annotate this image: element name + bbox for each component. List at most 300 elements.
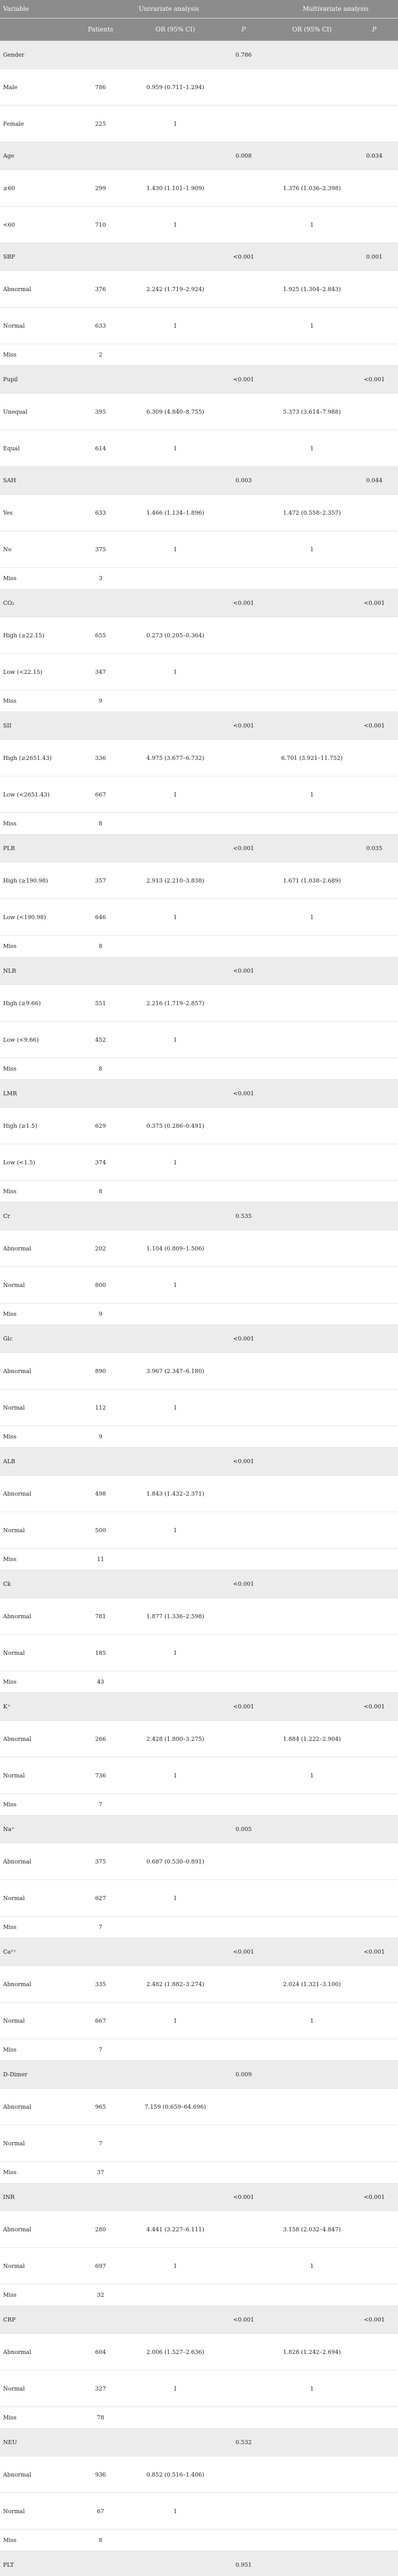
cell-or-multivariate (273, 1938, 351, 1965)
variable-row (0, 467, 398, 495)
cell-patients (64, 2306, 137, 2333)
cell-p-multivariate: 0.044 (366, 477, 383, 484)
cell-variable: Miss (3, 1188, 17, 1195)
table-row (0, 740, 398, 776)
table-row (0, 1181, 398, 1202)
cell-patients: 335 (95, 1980, 106, 1988)
cell-or-multivariate: 5.373 (3.614–7.988) (283, 408, 341, 415)
cell-or-multivariate (273, 1080, 351, 1107)
cell-p-multivariate (351, 1635, 398, 1671)
cell-p-univariate: 0.535 (235, 1213, 252, 1219)
table-row (0, 1671, 398, 1693)
cell-or-univariate: 1 (173, 1404, 177, 1411)
cell-patients (64, 1202, 137, 1230)
cell-or-univariate (137, 936, 214, 957)
cell-p-multivariate (351, 271, 398, 307)
cell-or-multivariate (273, 2551, 351, 2576)
cell-patients: 500 (95, 1527, 106, 1534)
cell-p-univariate (214, 495, 273, 531)
cell-patients (64, 957, 137, 985)
cell-p-multivariate (351, 2429, 398, 2456)
table-row (0, 2248, 398, 2284)
cell-patients: 633 (95, 509, 106, 516)
cell-or-multivariate: 1.884 (1.222–2.904) (283, 1735, 341, 1742)
cell-variable: Miss (3, 1065, 17, 1072)
cell-or-univariate (137, 1080, 214, 1107)
cell-or-univariate (137, 2530, 214, 2551)
cell-p-univariate (214, 654, 273, 690)
cell-patients: 299 (95, 184, 106, 192)
cell-patients: 629 (95, 1122, 106, 1129)
table-row (0, 2456, 398, 2493)
cell-or-univariate (137, 835, 214, 862)
cell-or-multivariate (273, 1389, 351, 1426)
cell-p-univariate (214, 617, 273, 653)
cell-variable: Male (3, 83, 18, 91)
cell-patients (64, 1938, 137, 1965)
cell-p-univariate: 0.951 (235, 2562, 252, 2568)
cell-or-univariate (137, 957, 214, 985)
cell-or-multivariate (273, 142, 351, 170)
variable-row (0, 243, 398, 271)
header-row-groups (0, 0, 398, 19)
cell-variable: Na⁺ (3, 1826, 14, 1833)
cell-p-multivariate (351, 2003, 398, 2039)
table-row (0, 394, 398, 430)
header-patients: Patients (88, 26, 113, 33)
cell-variable: ≥60 (3, 184, 15, 192)
cell-variable: Age (3, 152, 14, 159)
cell-or-univariate (137, 2407, 214, 2428)
cell-or-univariate: 2.216 (1.719–2.857) (146, 999, 205, 1007)
table-row (0, 1512, 398, 1549)
cell-variable: High (≥2651.43) (3, 754, 52, 761)
cell-variable: Ca²⁺ (3, 1948, 16, 1955)
cell-or-multivariate (273, 1108, 351, 1144)
table-row (0, 2003, 398, 2039)
cell-p-multivariate (351, 740, 398, 776)
cell-variable: Yes (3, 509, 13, 516)
cell-or-multivariate (273, 568, 351, 589)
header-or-ci-multivariate: OR (95% CI) (292, 26, 332, 33)
cell-or-univariate: 1 (173, 1894, 177, 1902)
cell-or-univariate (137, 2039, 214, 2060)
table-row (0, 2162, 398, 2183)
cell-patients: 375 (95, 546, 106, 553)
cell-p-univariate: <0.001 (233, 600, 254, 606)
cell-or-univariate (137, 813, 214, 834)
cell-p-univariate (214, 2284, 273, 2306)
header-row-columns (0, 19, 398, 41)
cell-p-multivariate (351, 2039, 398, 2060)
cell-p-univariate: <0.001 (233, 722, 254, 729)
cell-p-univariate (214, 1880, 273, 1916)
cell-or-univariate: 0.375 (0.286–0.491) (146, 1122, 205, 1129)
cell-or-multivariate (273, 2530, 351, 2551)
cell-variable: <60 (3, 221, 15, 228)
cell-patients (64, 835, 137, 862)
cell-patients: 78 (97, 2414, 104, 2421)
cell-patients: 7 (98, 1801, 103, 1808)
cell-or-univariate: 1 (173, 1527, 177, 1534)
cell-or-univariate (137, 1303, 214, 1325)
cell-or-multivariate (273, 835, 351, 862)
cell-p-multivariate (351, 106, 398, 142)
cell-or-univariate: 2.482 (1.882–3.274) (146, 1980, 205, 1988)
cell-p-multivariate (351, 1144, 398, 1180)
table-row (0, 1303, 398, 1325)
cell-p-multivariate (351, 2061, 398, 2088)
cell-variable: Abnormal (3, 2471, 31, 2478)
cell-variable: INR (3, 2194, 15, 2200)
cell-p-univariate (214, 2162, 273, 2183)
variable-row (0, 957, 398, 985)
cell-p-multivariate (351, 1303, 398, 1325)
cell-or-multivariate (273, 69, 351, 105)
cell-p-univariate (214, 1144, 273, 1180)
cell-or-multivariate (273, 467, 351, 494)
cell-or-univariate (137, 1058, 214, 1079)
cell-p-multivariate (351, 1671, 398, 1692)
variable-row (0, 1816, 398, 1843)
cell-or-multivariate: 1.828 (1.242–2.694) (283, 2348, 341, 2355)
cell-p-multivariate (351, 1476, 398, 1512)
cell-variable: Miss (3, 2046, 17, 2053)
cell-patients: 11 (97, 1556, 104, 1563)
cell-or-univariate (137, 2429, 214, 2456)
cell-or-multivariate (273, 654, 351, 690)
cell-or-univariate: 4.975 (3.677–6.732) (146, 754, 205, 761)
cell-p-multivariate: <0.001 (363, 1948, 385, 1955)
cell-p-multivariate (351, 2370, 398, 2406)
cell-patients: 376 (95, 285, 106, 293)
table-row (0, 1022, 398, 1058)
cell-p-univariate (214, 1671, 273, 1692)
cell-or-multivariate (273, 1181, 351, 1202)
cell-variable: Abnormal (3, 1367, 31, 1375)
cell-or-multivariate (273, 1202, 351, 1230)
cell-patients: 8 (98, 2537, 103, 2544)
cell-or-multivariate (273, 1022, 351, 1058)
cell-patients: 710 (95, 221, 106, 228)
cell-or-univariate (137, 344, 214, 365)
cell-or-univariate: 1 (173, 1772, 177, 1779)
cell-or-multivariate (273, 2183, 351, 2211)
cell-or-univariate (137, 1693, 214, 1720)
cell-p-univariate (214, 1549, 273, 1570)
cell-or-multivariate: 1 (310, 2017, 314, 2024)
cell-variable: K⁺ (3, 1703, 11, 1710)
cell-p-multivariate (351, 394, 398, 430)
table-row (0, 495, 398, 531)
cell-or-multivariate (273, 2284, 351, 2306)
cell-p-multivariate (351, 1917, 398, 1938)
cell-p-multivariate: <0.001 (363, 600, 385, 606)
cell-patients (64, 1693, 137, 1720)
cell-variable: Normal (3, 2385, 25, 2392)
cell-patients: 633 (95, 322, 106, 329)
cell-patients: 936 (95, 2471, 106, 2478)
cell-or-multivariate (273, 1303, 351, 1325)
table-row (0, 813, 398, 835)
table-row (0, 2125, 398, 2162)
cell-patients: 112 (95, 1404, 106, 1411)
cell-or-univariate: 1.430 (1.101–1.909) (146, 184, 205, 192)
cell-or-univariate: 1 (173, 1649, 177, 1656)
cell-variable: Low (<22.15) (3, 668, 43, 675)
cell-p-multivariate (351, 1880, 398, 1916)
cell-variable: Gender (3, 52, 25, 58)
cell-patients: 327 (95, 2385, 106, 2392)
table-row (0, 1966, 398, 2003)
variable-row (0, 2429, 398, 2456)
cell-patients: 185 (95, 1649, 106, 1656)
cell-p-univariate (214, 1843, 273, 1879)
cell-p-univariate (214, 69, 273, 105)
cell-p-univariate (214, 170, 273, 206)
cell-p-univariate: 0.532 (235, 2439, 252, 2446)
cell-p-multivariate (351, 1389, 398, 1426)
cell-patients: 347 (95, 668, 106, 675)
cell-p-multivariate (351, 1966, 398, 2002)
cell-p-univariate: <0.001 (233, 2316, 254, 2323)
cell-variable: Abnormal (3, 285, 31, 293)
cell-or-multivariate: 1 (310, 546, 314, 553)
cell-or-multivariate (273, 2493, 351, 2529)
cell-p-univariate (214, 899, 273, 935)
cell-or-univariate: 1 (173, 221, 177, 228)
table-row (0, 2493, 398, 2530)
cell-patients (64, 142, 137, 170)
cell-p-multivariate (351, 2334, 398, 2370)
cell-variable: Unequal (3, 408, 28, 415)
cell-or-univariate (137, 2125, 214, 2161)
cell-p-univariate (214, 1389, 273, 1426)
cell-variable: PLT (3, 2562, 14, 2568)
cell-or-multivariate (273, 1476, 351, 1512)
variable-row (0, 1938, 398, 1966)
cell-p-multivariate (351, 2530, 398, 2551)
cell-p-univariate (214, 1794, 273, 1815)
cell-p-multivariate (351, 985, 398, 1021)
variable-row (0, 366, 398, 394)
cell-or-multivariate (273, 41, 351, 69)
cell-p-univariate (214, 2089, 273, 2125)
cell-or-univariate: 0.687 (0.530–0.891) (146, 1858, 205, 1865)
cell-p-univariate (214, 308, 273, 344)
cell-or-univariate: 0.852 (0.516–1.406) (146, 2471, 205, 2478)
table-row (0, 862, 398, 899)
cell-or-univariate (137, 2284, 214, 2306)
cell-patients: 697 (95, 2262, 106, 2269)
cell-or-univariate (137, 243, 214, 270)
cell-patients (64, 2061, 137, 2088)
cell-p-multivariate: <0.001 (363, 2316, 385, 2323)
cell-or-multivariate: 1.925 (1.304–2.843) (283, 285, 341, 293)
cell-p-multivariate (351, 2089, 398, 2125)
cell-p-univariate (214, 2493, 273, 2529)
cell-p-univariate (214, 1966, 273, 2002)
cell-patients: 202 (95, 1245, 106, 1252)
cell-variable: Abnormal (3, 1980, 31, 1988)
cell-or-multivariate (273, 1598, 351, 1634)
table-row (0, 430, 398, 467)
cell-variable: Glc (3, 1335, 13, 1342)
cell-p-univariate (214, 1635, 273, 1671)
cell-p-multivariate (351, 690, 398, 711)
cell-patients: 280 (95, 2226, 106, 2233)
cell-or-multivariate (273, 2061, 351, 2088)
cell-variable: Abnormal (3, 2348, 31, 2355)
cell-or-univariate (137, 1816, 214, 1843)
cell-or-univariate: 0.959 (0.711–1.294) (146, 83, 205, 91)
cell-or-multivariate (273, 589, 351, 617)
variable-row (0, 1570, 398, 1598)
cell-or-multivariate (273, 1058, 351, 1079)
cell-or-univariate: 2.006 (1.527–2.636) (146, 2348, 205, 2355)
cell-variable: Abnormal (3, 1245, 31, 1252)
cell-p-univariate: 0.786 (235, 52, 252, 58)
cell-or-univariate (137, 1570, 214, 1598)
cell-or-univariate: 1 (173, 2507, 177, 2515)
cell-or-multivariate (273, 366, 351, 393)
cell-patients (64, 467, 137, 494)
cell-variable: SII (3, 722, 12, 729)
cell-p-multivariate (351, 813, 398, 834)
cell-or-multivariate: 1 (310, 2262, 314, 2269)
cell-or-univariate (137, 589, 214, 617)
table-row (0, 1721, 398, 1757)
cell-patients: 8 (98, 943, 103, 950)
cell-variable: D-Dimer (3, 2071, 28, 2078)
table-row (0, 1353, 398, 1389)
cell-p-univariate (214, 1512, 273, 1548)
cell-patients: 800 (95, 1281, 106, 1289)
variable-row (0, 835, 398, 862)
cell-p-multivariate (351, 69, 398, 105)
cell-or-univariate: 1 (173, 1281, 177, 1289)
cell-or-univariate (137, 1549, 214, 1570)
cell-or-univariate (137, 568, 214, 589)
cell-patients: 37 (97, 2169, 104, 2176)
cell-p-univariate (214, 862, 273, 899)
cell-or-univariate (137, 1938, 214, 1965)
cell-or-univariate: 7.159 (0.659–64.696) (144, 2103, 206, 2110)
cell-p-univariate (214, 1598, 273, 1634)
cell-p-multivariate (351, 1181, 398, 1202)
cell-p-univariate: <0.001 (233, 376, 254, 383)
cell-variable: NEU (3, 2439, 17, 2446)
cell-or-multivariate (273, 1144, 351, 1180)
cell-p-univariate (214, 1757, 273, 1793)
cell-p-multivariate (351, 776, 398, 812)
cell-p-multivariate (351, 2407, 398, 2428)
table-row (0, 1843, 398, 1880)
variable-row (0, 2551, 398, 2576)
cell-p-univariate: 0.005 (235, 1826, 252, 1833)
table-row (0, 2284, 398, 2306)
cell-variable: Normal (3, 1527, 25, 1534)
cell-variable: Miss (3, 1924, 17, 1930)
table-row (0, 1230, 398, 1267)
cell-patients: 7 (98, 2140, 103, 2147)
cell-p-univariate (214, 568, 273, 589)
cell-p-univariate: <0.001 (233, 253, 254, 260)
cell-or-multivariate (273, 2089, 351, 2125)
cell-patients (64, 712, 137, 739)
cell-patients: 375 (95, 1858, 106, 1865)
cell-variable: Miss (3, 2292, 17, 2298)
cell-or-multivariate (273, 243, 351, 270)
cell-or-univariate: 1 (173, 1159, 177, 1166)
cell-p-univariate: 0.008 (235, 152, 252, 159)
table-row (0, 2089, 398, 2125)
cell-or-multivariate (273, 1325, 351, 1352)
cell-or-univariate: 1 (173, 791, 177, 798)
cell-variable: Pupil (3, 376, 18, 383)
variable-row (0, 712, 398, 740)
cell-p-univariate (214, 2530, 273, 2551)
cell-variable: Miss (3, 698, 17, 704)
cell-or-multivariate: 1 (310, 221, 314, 228)
table-row (0, 776, 398, 813)
cell-p-multivariate (351, 531, 398, 567)
cell-p-univariate (214, 690, 273, 711)
cell-variable: Miss (3, 351, 17, 358)
cell-or-multivariate (273, 1671, 351, 1692)
cell-p-univariate: <0.001 (233, 845, 254, 852)
cell-patients: 8 (98, 820, 103, 827)
cell-variable: Cr (3, 1213, 10, 1219)
table-row (0, 531, 398, 568)
cell-or-univariate (137, 712, 214, 739)
cell-variable: SAH (3, 477, 16, 484)
cell-p-univariate: 0.009 (235, 2071, 252, 2078)
cell-variable: Normal (3, 1894, 25, 1902)
cell-patients: 781 (95, 1613, 106, 1620)
table-row (0, 207, 398, 243)
cell-variable: Miss (3, 2169, 17, 2176)
cell-variable: CO₂ (3, 600, 14, 606)
cell-p-multivariate (351, 899, 398, 935)
cell-p-multivariate: 0.001 (366, 253, 383, 260)
cell-or-multivariate (273, 1635, 351, 1671)
cell-patients: 736 (95, 1772, 106, 1779)
cell-p-multivariate (351, 1794, 398, 1815)
cell-variable: Miss (3, 2537, 17, 2544)
cell-or-multivariate (273, 1570, 351, 1598)
cell-or-multivariate (273, 1693, 351, 1720)
cell-variable: Low (<2651.43) (3, 791, 50, 798)
cell-p-multivariate: 0.034 (366, 152, 383, 159)
cell-variable: Abnormal (3, 2226, 31, 2233)
cell-patients: 667 (95, 2017, 106, 2024)
cell-p-multivariate: <0.001 (363, 376, 385, 383)
cell-p-univariate (214, 106, 273, 142)
table-row (0, 308, 398, 344)
cell-patients: 43 (97, 1679, 104, 1685)
cell-variable: NLR (3, 968, 16, 974)
cell-or-univariate (137, 2162, 214, 2183)
cell-variable: Miss (3, 1433, 17, 1440)
cell-variable: Abnormal (3, 1858, 31, 1865)
cell-p-multivariate (351, 2493, 398, 2529)
cell-p-univariate (214, 2370, 273, 2406)
cell-p-univariate (214, 344, 273, 365)
cell-p-multivariate (351, 495, 398, 531)
cell-or-multivariate (273, 1816, 351, 1843)
cell-patients: 551 (95, 999, 106, 1007)
